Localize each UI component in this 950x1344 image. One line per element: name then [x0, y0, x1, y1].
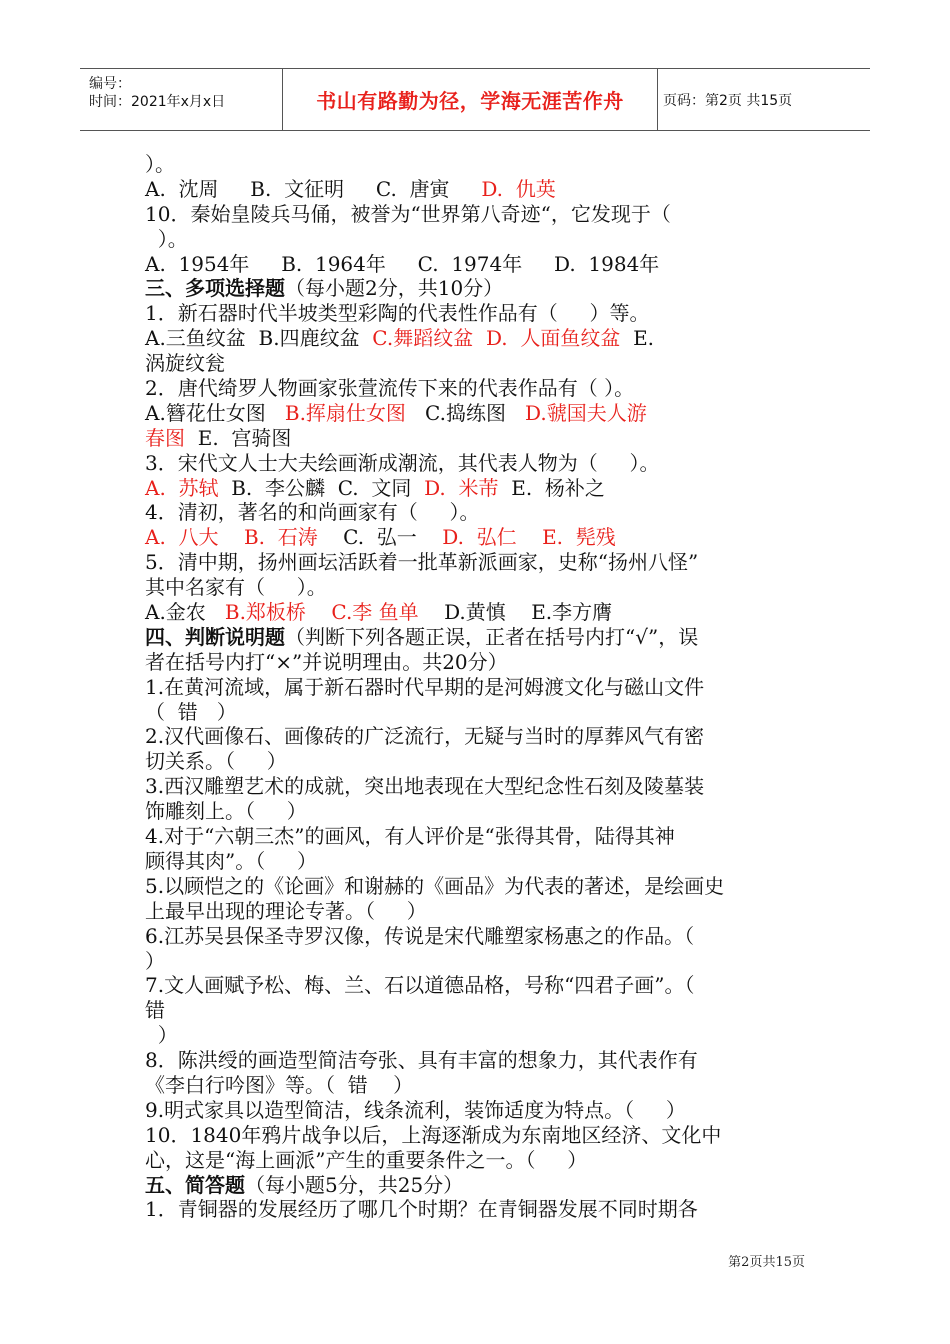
text-line [145, 700, 813, 725]
line-segment: （ 错 ） [145, 699, 237, 724]
text-line [145, 227, 813, 252]
text-line [145, 550, 813, 575]
line-segment: 3.西汉雕塑艺术的成就，突出地表现在大型纪念性石刻及陵墓装 [145, 774, 705, 799]
text-line [145, 301, 813, 326]
line-segment: A.三鱼纹盆 B.四鹿纹盆 [145, 326, 373, 351]
answer-highlight: C.舞蹈纹盆 D. 人面鱼纹盆 [372, 326, 621, 351]
line-segment: ） [145, 948, 165, 973]
line-segment: 7.文人画赋予松、梅、兰、石以道德品格，号称“四君子画”。（ [145, 973, 695, 998]
answer-highlight: B.郑板桥 C.李 鱼单 [224, 600, 419, 625]
text-line [145, 202, 813, 227]
line-segment: 饰雕刻上。（ ） [145, 799, 307, 824]
text-line [145, 799, 813, 824]
text-line [145, 749, 813, 774]
text-line [145, 899, 813, 924]
text-line [145, 1197, 813, 1222]
line-segment: 2．唐代绮罗人物画家张萱流传下来的代表作品有（ ）。 [145, 376, 635, 401]
header-divider [657, 69, 658, 130]
text-line [145, 998, 813, 1023]
text-line [145, 1098, 813, 1123]
line-segment: A.簪花仕女图 [145, 400, 285, 425]
header-page-code: 页码：第2页 共15页 [663, 92, 793, 109]
page-header [80, 68, 870, 131]
line-segment: 切关系。（ ） [145, 749, 287, 774]
line-segment: 5.以顾恺之的《论画》和谢赫的《画品》为代表的著述，是绘画史 [145, 873, 725, 898]
line-segment: 4.对于“六朝三杰”的画风，有人评价是“张得其骨，陆得其神 [145, 824, 675, 849]
text-line [145, 525, 813, 550]
date-label: 时间：2021年x月x日 [89, 94, 226, 110]
text-line [145, 252, 813, 277]
text-line [145, 351, 813, 376]
line-segment: 3．宋代文人士大夫绘画渐成潮流，其代表人物为（ ）。 [145, 450, 660, 475]
answer-highlight: A. 八大 B. 石涛 [145, 525, 318, 550]
line-segment: 9.明式家具以造型简洁，线条流利，装饰适度为特点。（ ） [145, 1097, 686, 1122]
line-segment: 1．新石器时代半坡类型彩陶的代表性作品有（ ）等。 [145, 301, 650, 326]
text-line [145, 1023, 813, 1048]
document-body [145, 152, 813, 1222]
line-segment: 顾得其肉”。（ ） [145, 848, 318, 873]
line-segment: 5．清中期，扬州画坛活跃着一批革新派画家，史称“扬州八怪” [145, 550, 699, 575]
line-segment: 《李白行吟图》等。（ 错 ） [145, 1072, 414, 1097]
line-segment: 6.江苏吴县保圣寺罗汉像，传说是宋代雕塑家杨惠之的作品。（ [145, 923, 695, 948]
text-line [145, 924, 813, 949]
text-line [145, 326, 813, 351]
line-segment: A. 沈周 B. 文征明 C. 唐寅 [145, 176, 482, 201]
section-heading [145, 276, 813, 301]
text-line [145, 1123, 813, 1148]
text-line [145, 177, 813, 202]
line-segment: 三、多项选择题 [145, 276, 285, 301]
line-segment: 上最早出现的理论专著。（ ） [145, 898, 427, 923]
text-line [145, 376, 813, 401]
page-footer: 第2页共15页 [728, 1255, 805, 1270]
text-line [145, 849, 813, 874]
line-segment: E. [620, 326, 655, 351]
line-segment: 8．陈洪绶的画造型简洁夸张、具有丰富的想象力，其代表作有 [145, 1048, 698, 1073]
text-line [145, 451, 813, 476]
header-motto: 书山有路勤为径，学海无涯苦作舟 [316, 89, 624, 113]
line-segment: 其中名家有（ ）。 [145, 575, 327, 600]
line-segment: A.金农 [145, 600, 225, 625]
line-segment: B. 李公麟 C. 文同 [218, 475, 425, 500]
text-line [145, 650, 813, 675]
serial-label: 编号： [89, 76, 131, 92]
line-segment: A. 1954年 B. 1964年 C. 1974年 D. 1984年 [145, 251, 660, 276]
text-line [145, 575, 813, 600]
line-segment: ）。 [145, 226, 188, 251]
text-line [145, 152, 813, 177]
line-segment: 五、简答题 [145, 1172, 245, 1197]
text-line [145, 426, 813, 451]
text-line [145, 949, 813, 974]
line-segment: C. 弘一 [317, 525, 443, 550]
line-segment: 心，这是“海上画派”产生的重要条件之一。（ ） [145, 1147, 588, 1172]
line-segment: 错 [145, 998, 165, 1023]
line-segment: 四、判断说明题 [145, 624, 285, 649]
line-segment: D.黄慎 E.李方膺 [418, 600, 613, 625]
text-line [145, 1073, 813, 1098]
text-line [145, 401, 813, 426]
section-heading [145, 1173, 813, 1198]
line-segment: （每小题5分，共25分） [245, 1172, 464, 1197]
line-segment: 1.在黄河流域，属于新石器时代早期的是河姆渡文化与磁山文件 [145, 674, 705, 699]
line-segment: E. 宫骑图 [185, 425, 292, 450]
line-segment: 10．秦始皇陵兵马俑，被誉为“世界第八奇迹“，它发现于（ [145, 201, 671, 226]
text-line [145, 675, 813, 700]
answer-highlight: A. 苏轼 [145, 475, 219, 500]
header-meta [89, 75, 225, 111]
text-line [145, 476, 813, 501]
answer-highlight: D.虢国夫人游 [525, 400, 647, 425]
line-segment: （每小题2分，共10分） [285, 276, 504, 301]
text-line [145, 724, 813, 749]
text-line [145, 874, 813, 899]
line-segment: 1．青铜器的发展经历了哪几个时期？在青铜器发展不同时期各 [145, 1197, 698, 1222]
line-segment: 4．清初，著名的和尚画家有（ ）。 [145, 500, 480, 525]
line-segment: （判断下列各题正误，正者在括号内打“√”，误 [285, 624, 699, 649]
line-segment: E. 杨补之 [498, 475, 605, 500]
text-line [145, 824, 813, 849]
text-line [145, 973, 813, 998]
line-segment: C.捣练图 [405, 400, 526, 425]
line-segment: 10．1840年鸦片战争以后，上海逐渐成为东南地区经济、文化中 [145, 1122, 722, 1147]
answer-highlight: D. 仇英 [481, 176, 556, 201]
section-heading [145, 625, 813, 650]
text-line [145, 1048, 813, 1073]
text-line [145, 600, 813, 625]
answer-highlight: D. 米芾 [424, 475, 499, 500]
answer-highlight: D. 弘仁 E. 髡残 [442, 525, 616, 550]
answer-highlight: 春图 [145, 425, 185, 450]
line-segment: ） [145, 1023, 178, 1048]
line-segment: 2.汉代画像石、画像砖的广泛流行，无疑与当时的厚葬风气有密 [145, 724, 705, 749]
line-segment: 涡旋纹瓮 [145, 351, 225, 376]
line-segment: 者在括号内打“×”并说明理由。共20分） [145, 649, 508, 674]
text-line [145, 500, 813, 525]
line-segment: ）。 [145, 152, 175, 176]
text-line [145, 774, 813, 799]
answer-highlight: B.挥扇仕女图 [284, 400, 406, 425]
text-line [145, 1148, 813, 1173]
